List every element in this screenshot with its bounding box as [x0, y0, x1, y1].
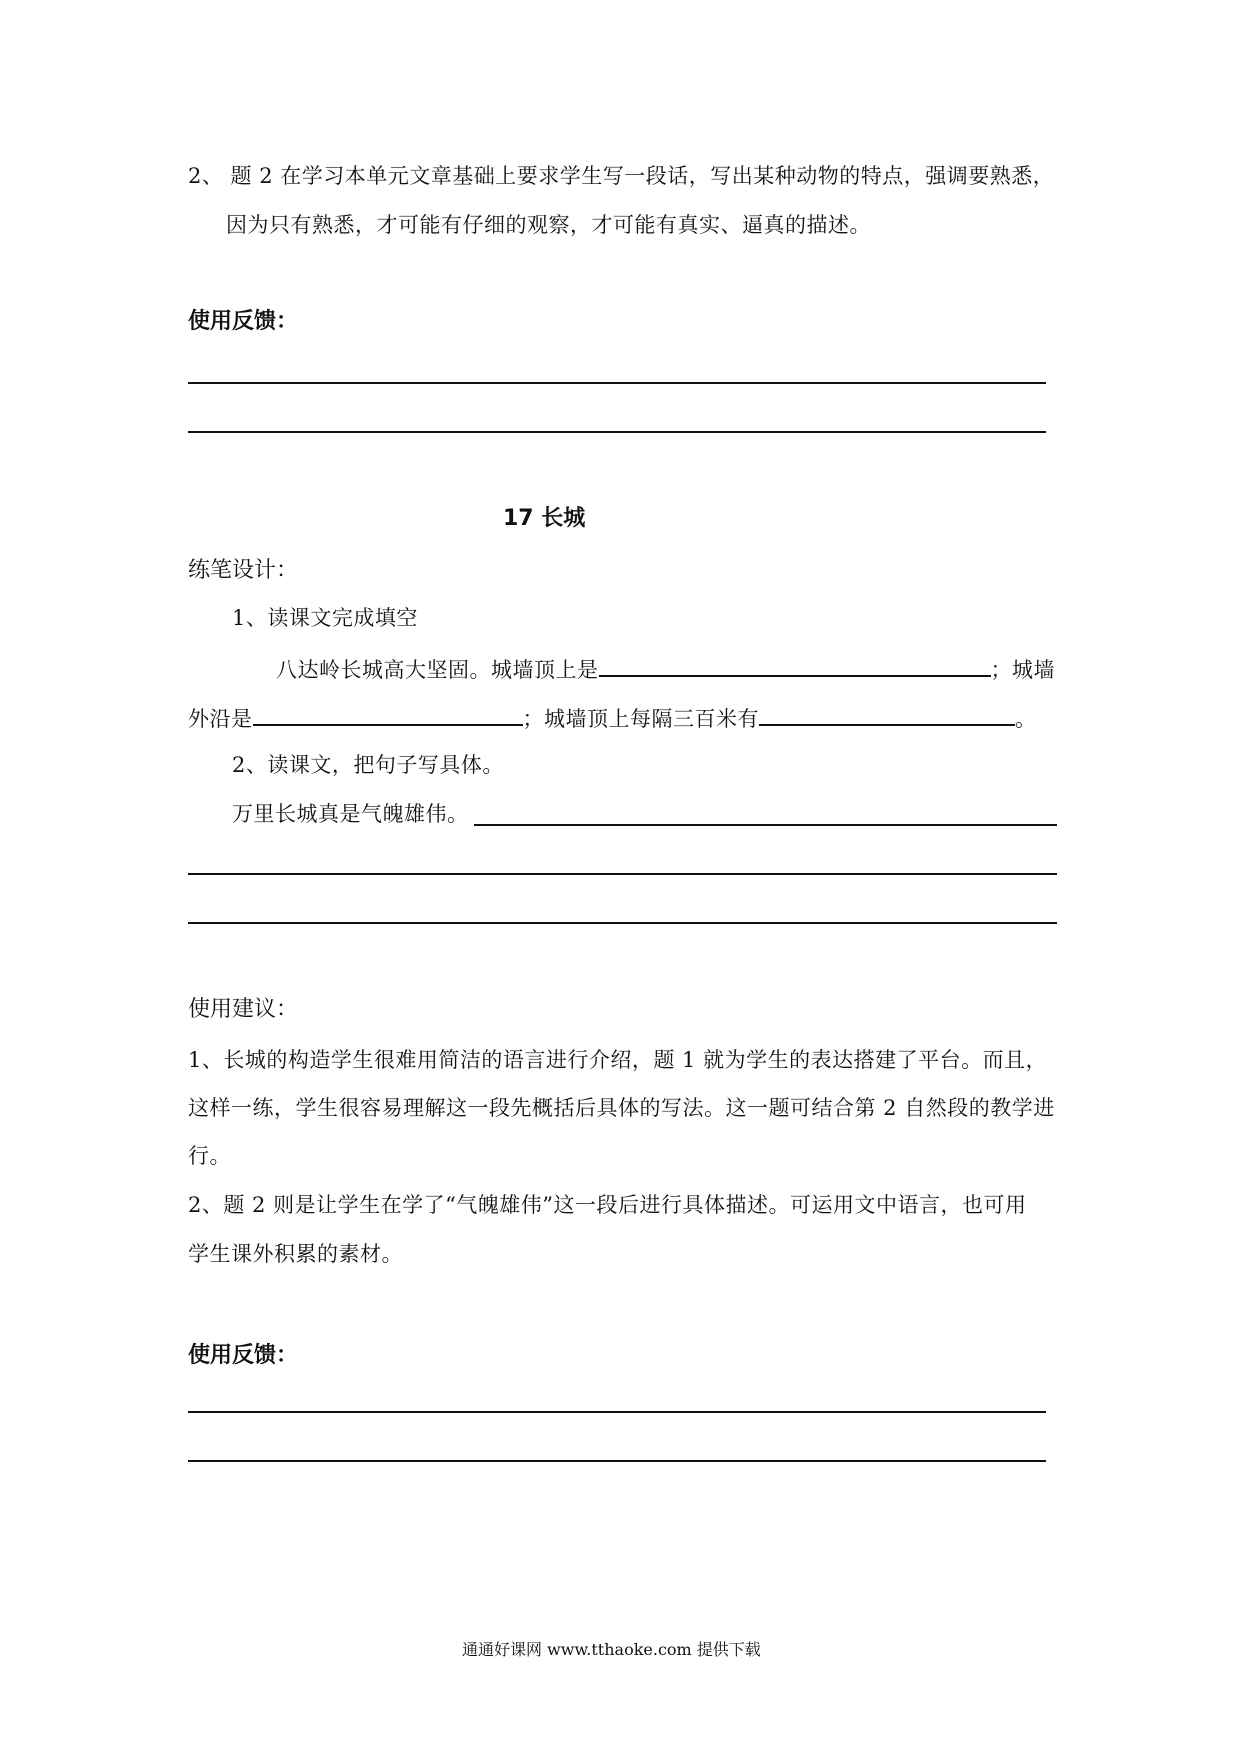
suggestion-p1-line-2: 这样一练，学生很容易理解这一段先概括后具体的写法。这一题可结合第 2 自然段的教学进: [188, 1096, 1055, 1120]
suggestion-p1-line-3: 行。: [188, 1144, 231, 1168]
practice-design-label: 练笔设计：: [188, 558, 299, 583]
footer-text: 通通好课网 www.tthaoke.com 提供下载: [462, 1640, 761, 1659]
suggestion-label: 使用建议：: [188, 997, 299, 1022]
feedback-heading-bottom: 使用反馈：: [188, 1343, 299, 1368]
fill-blank-outer-edge[interactable]: [253, 702, 523, 726]
question-1-line-2: [188, 702, 1037, 733]
top-item-2-line-2: 因为只有熟悉，才可能有仔细的观察，才可能有真实、逼真的描述。: [226, 213, 871, 237]
q1-text-e: 。: [1015, 707, 1037, 731]
feedback-line-bottom-2: [188, 1460, 1046, 1462]
q1-text-a: 八达岭长城高大坚固。城墙顶上是: [276, 658, 599, 682]
answer-line-3[interactable]: [188, 922, 1057, 924]
fill-blank-every-300m[interactable]: [759, 702, 1015, 726]
feedback-line-bottom-1: [188, 1411, 1046, 1413]
suggestion-p2-line-2: 学生课外积累的素材。: [188, 1242, 403, 1266]
fill-blank-wall-top[interactable]: [599, 653, 991, 677]
feedback-heading-top: 使用反馈：: [188, 309, 299, 334]
lesson-title: 17 长城: [503, 506, 586, 531]
question-1-line-1: [276, 653, 1055, 684]
answer-line-2[interactable]: [188, 873, 1057, 875]
q1-text-b: ；城墙: [990, 658, 1055, 682]
q1-text-d: ；城墙顶上每隔三百米有: [522, 707, 759, 731]
question-2-sentence: 万里长城真是气魄雄伟。: [232, 802, 469, 826]
question-2-label: 2、读课文，把句子写具体。: [232, 753, 504, 777]
top-item-2-line-1: 2、 题 2 在学习本单元文章基础上要求学生写一段话，写出某种动物的特点，强调要熟悉，: [188, 164, 1055, 188]
feedback-line-top-1: [188, 382, 1046, 384]
suggestion-p1-line-1: 1、长城的构造学生很难用简洁的语言进行介绍，题 1 就为学生的表达搭建了平台。而且，: [188, 1048, 1048, 1072]
suggestion-p2-line-1: 2、题 2 则是让学生在学了“气魄雄伟”这一段后进行具体描述。可运用文中语言，也可用: [188, 1193, 1027, 1217]
answer-line-1[interactable]: [474, 824, 1057, 826]
q1-text-c: 外沿是: [188, 707, 253, 731]
feedback-line-top-2: [188, 431, 1046, 433]
question-1-label: 1、读课文完成填空: [232, 606, 418, 630]
